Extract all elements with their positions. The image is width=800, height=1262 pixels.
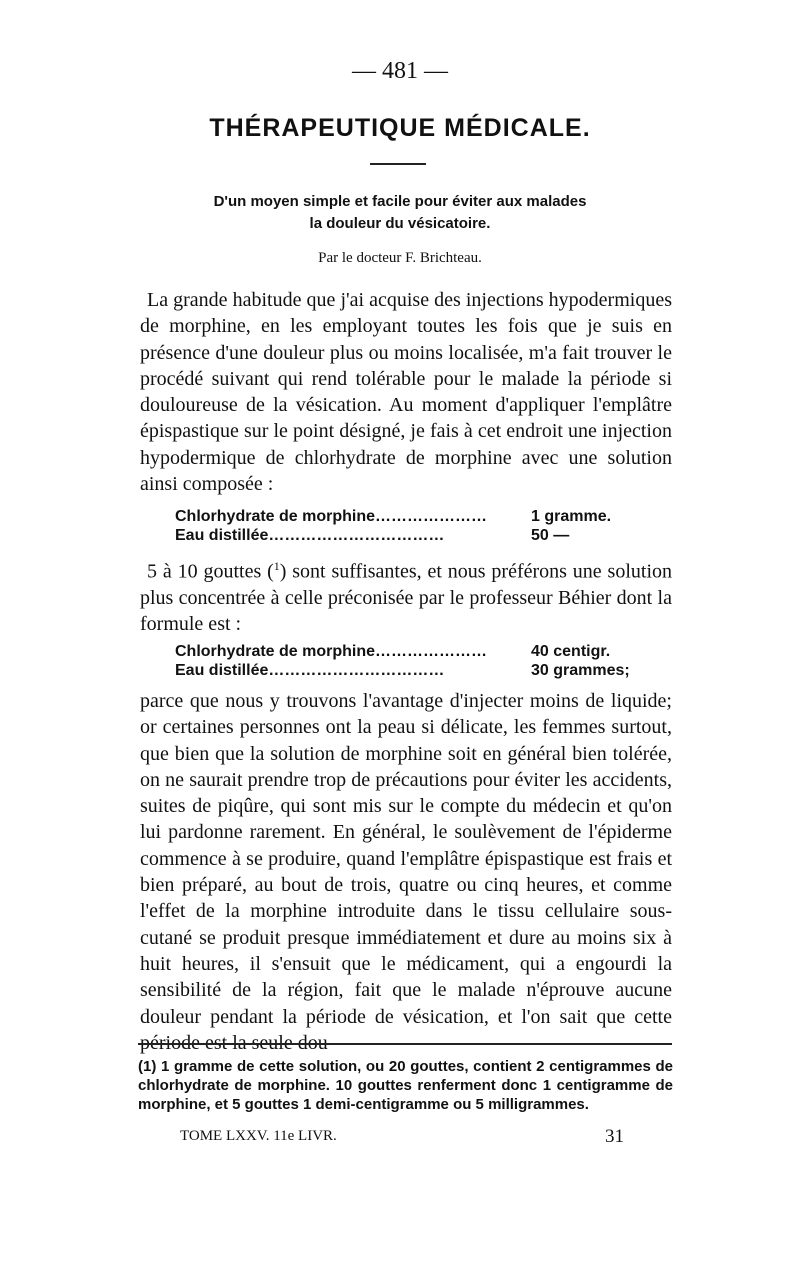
- formula-amount: 30 grammes;: [531, 662, 630, 679]
- formula-ingredient: Chlorhydrate de morphine…………………: [175, 508, 488, 525]
- formula-amount: 50 —: [531, 527, 570, 544]
- formula-row: [175, 527, 675, 546]
- formula-row: [175, 662, 675, 681]
- footnote-reference: 1: [273, 559, 280, 573]
- article-subtitle-line1: D'un moyen simple et facile pour éviter aux malades: [213, 193, 587, 210]
- paragraph-3: parce que nous y trouvons l'avantage d'injecter moins de liquide; or certaines personnes ont la peau si délicate, les femmes surtout, que bien que la solution de morphine soit en général bien tolérée, on ne saurait prendre trop de précautions pour éviter les accidents, suites de piqûre, qui sont mis sur le compte du médecin et qu'on lui pardonne rarement. En général, le soulèvement de l'épiderme commence à se produire, quand l'emplâtre épispastique est frais et bien préparé, au bout de trois, quatre ou cinq heures, et comme l'effet de la morphine introduite dans le tissu cellulaire sous-cutané se produit presque immédiatement et dure au moins six à huit heures, il s'ensuit que le médicament, qui a engourdi la sensibilité de la région, fait que le malade n'éprouve aucune douleur pendant la période de vésication, et l'on sait que cette période est la seule dou-: [140, 690, 672, 1054]
- author-line: Par le docteur F. Brichteau.: [318, 250, 482, 266]
- formula-row: [175, 643, 675, 662]
- footnote: [138, 1057, 673, 1114]
- signature-volume: TOME LXXV. 11e LIVR.: [180, 1128, 337, 1144]
- formula-2: [175, 643, 675, 681]
- formula-1: [175, 508, 675, 546]
- formula-ingredient: Eau distillée……………………………: [175, 662, 445, 679]
- footnote-text: 1 gramme de cette solution, ou 20 gouttes, contient 2 centigrammes de chlorhydrate de morphine. 10 gouttes renferment donc 1 centigramme de morphine, et 5 gouttes 1 demi-centigramme ou 5 milligrammes.: [138, 1058, 673, 1113]
- page-number: — 481 —: [352, 58, 448, 84]
- formula-ingredient: Eau distillée……………………………: [175, 527, 445, 544]
- signature-number: 31: [605, 1126, 624, 1147]
- paragraph-2-text-end: ) sont suffisantes, et nous préférons une solution plus concentrée à celle préconisée par le professeur Béhier dont la formule est :: [140, 560, 672, 636]
- footnote-divider: [138, 1043, 672, 1045]
- formula-amount: 40 centigr.: [531, 643, 611, 660]
- formula-amount: 1 gramme.: [531, 508, 612, 525]
- formula-ingredient: Chlorhydrate de morphine…………………: [175, 643, 488, 660]
- formula-row: [175, 508, 675, 527]
- footnote-marker: (1): [138, 1058, 157, 1075]
- article-subtitle-line2: la douleur du vésicatoire.: [309, 215, 491, 232]
- section-title: THÉRAPEUTIQUE MÉDICALE.: [209, 114, 591, 142]
- paragraph-1: La grande habitude que j'ai acquise des injections hypodermiques de morphine, en les employant toutes les fois que je suis en présence d'une douleur plus ou moins localisée, m'a fait trouver le procédé suivant qui rend tolérable pour le malade la période si douloureuse de la vésication. Au moment d'appliquer l'emplâtre épispastique sur le point désigné, je fais à cet endroit une injection hypodermique de chlorhydrate de morphine avec une solution ainsi composée :: [140, 289, 672, 496]
- paragraph-2-text-start: 5 à 10 gouttes (: [147, 560, 274, 583]
- title-divider: [370, 163, 426, 165]
- paragraph-2: [140, 553, 672, 638]
